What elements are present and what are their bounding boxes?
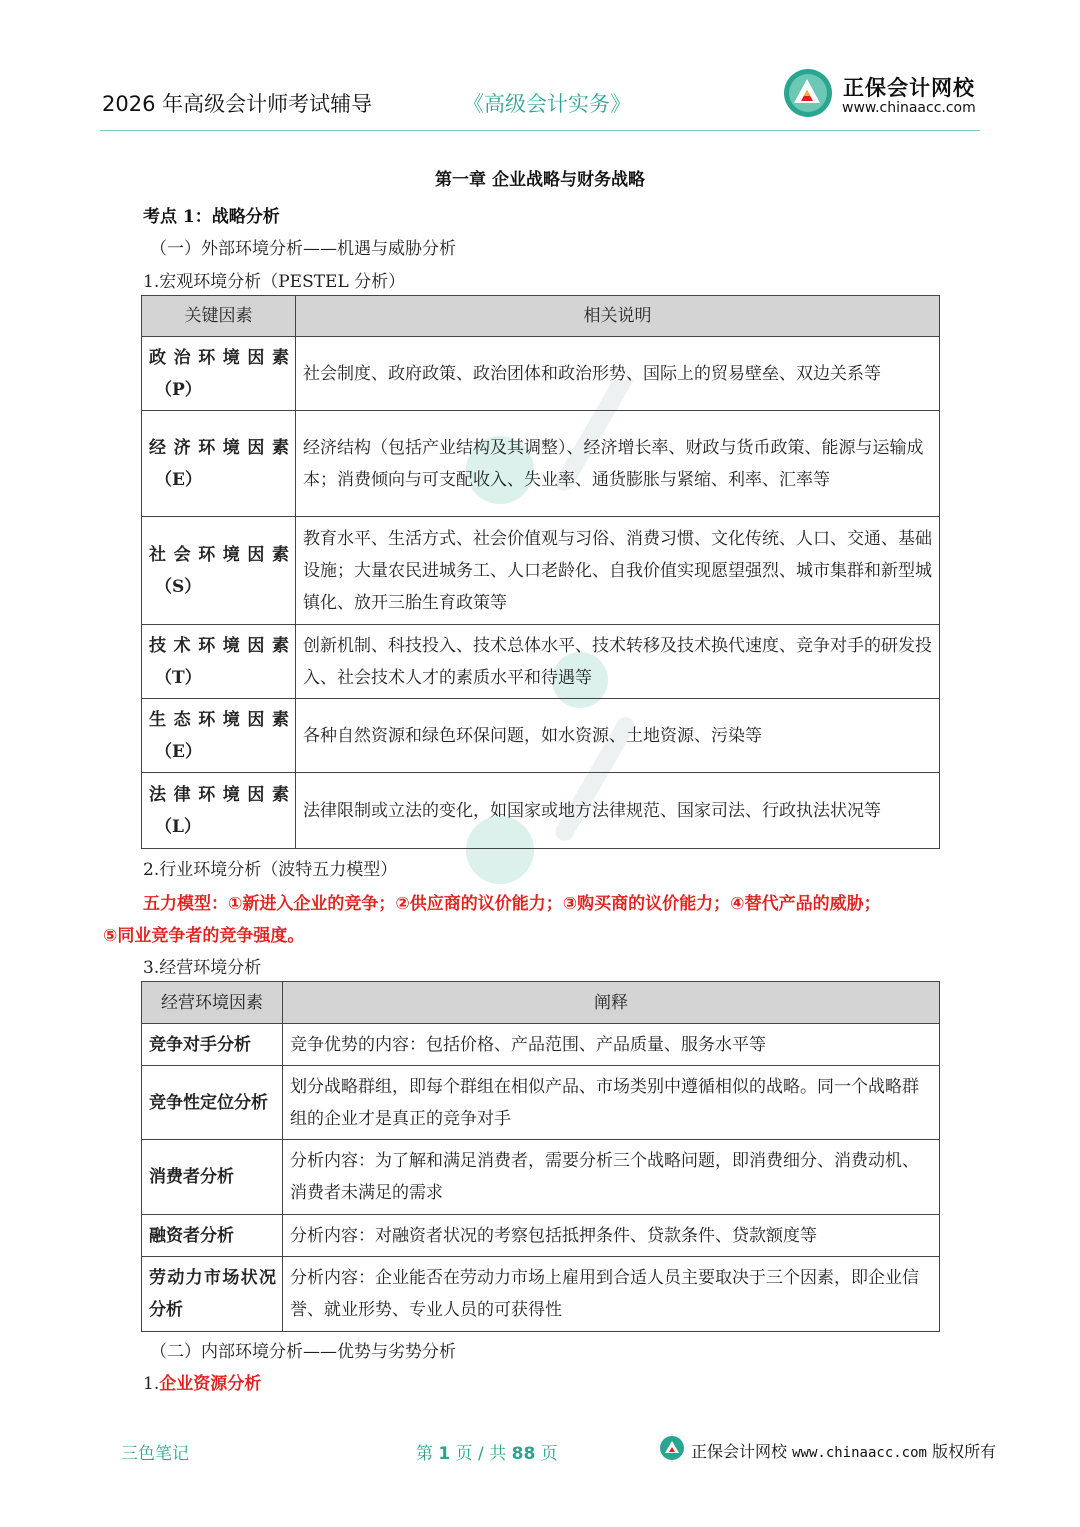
pestel-header-row [142,296,940,337]
footer-logo-icon [659,1435,685,1461]
page-mid: 页 / 共 [455,1444,507,1464]
table-row [142,1215,940,1257]
table-row [142,517,940,625]
footer-notes-label: 三色笔记 [121,1444,189,1464]
footer-copyright [691,1439,996,1462]
pestel-desc-cell: 创新机制、科技投入、技术总体水平、技术转移及技术换代速度、竞争对手的研发投入、社会技术人才的素质水平和待遇等 [296,625,940,699]
page-number: 1 [438,1444,451,1464]
pestel-desc-cell: 法律限制或立法的变化，如国家或地方法律规范、国家司法、行政执法状况等 [296,773,940,849]
factor-code: （P） [155,379,202,400]
table-row [142,1024,940,1066]
header-book-title: 《高级会计实务》 [463,92,631,116]
page-total: 88 [511,1444,536,1464]
factor-code: （T） [155,667,202,688]
operating-desc-cell: 分析内容：企业能否在劳动力市场上雇用到合适人员主要取决于三个因素，即企业信誉、就业形势、专业人员的可获得性 [283,1257,940,1332]
factor-code: （L） [155,816,201,837]
section-macro-pestel: 1.宏观环境分析（PESTEL 分析） [143,272,406,292]
pestel-factor-cell [142,517,296,625]
factor-code: （S） [155,576,202,597]
five-forces-line-1: 五力模型：①新进入企业的竞争；②供应商的议价能力；③购买商的议价能力；④替代产品的威胁； [143,894,881,914]
header-brand-name: 正保会计网校 [843,76,975,100]
pestel-desc-cell: 各种自然资源和绿色环保问题，如水资源、土地资源、污染等 [296,699,940,773]
five-forces-note [103,888,988,952]
kaodian-heading: 考点 1：战略分析 [143,207,280,227]
chapter-title: 第一章 企业战略与财务战略 [435,170,645,190]
resource-number: 1. [143,1374,160,1394]
footer-page-indicator [416,1439,558,1464]
table-row [142,1257,940,1332]
operating-desc-cell: 竞争优势的内容：包括价格、产品范围、产品质量、服务水平等 [283,1024,940,1066]
chinaacc-logo-icon [783,68,833,118]
pestel-desc-cell: 社会制度、政府政策、政治团体和政治形势、国际上的贸易壁垒、双边关系等 [296,337,940,411]
pestel-desc-cell: 经济结构（包括产业结构及其调整）、经济增长率、财政与货币政策、能源与运输成本；消费倾向与可支配收入、失业率、通货膨胀与紧缩、利率、汇率等 [296,411,940,517]
operating-desc-cell: 分析内容：对融资者状况的考察包括抵押条件、贷款条件、贷款额度等 [283,1215,940,1257]
page-prefix: 第 [416,1444,433,1464]
footer-rights: 版权所有 [932,1442,997,1461]
pestel-factor-cell [142,337,296,411]
operating-table [141,981,940,1332]
section-resource-analysis [143,1369,261,1394]
factor-name: 经济环境因素 [149,437,289,458]
header-brand-url: www.chinaacc.com [842,100,976,116]
section-industry-analysis: 2.行业环境分析（波特五力模型） [143,860,398,880]
footer-brand: 正保会计网校 [691,1442,788,1461]
pestel-header-desc: 相关说明 [296,296,940,337]
header-divider [100,130,980,131]
factor-name: 法律环境因素 [149,784,289,805]
factor-name: 生态环境因素 [149,709,289,730]
footer-url: www.chinaacc.com [792,1445,927,1461]
table-row [142,625,940,699]
operating-factor-cell: 消费者分析 [142,1140,283,1215]
pestel-factor-cell [142,773,296,849]
pestel-factor-cell [142,625,296,699]
factor-name: 政治环境因素 [149,347,289,368]
operating-desc-cell: 分析内容：为了解和满足消费者，需要分析三个战略问题，即消费细分、消费动机、消费者未满足的需求 [283,1140,940,1215]
operating-header-desc: 阐释 [283,982,940,1024]
operating-factor-cell: 劳动力市场状况分析 [142,1257,283,1332]
section-operating-analysis: 3.经营环境分析 [143,958,262,978]
page-suffix: 页 [540,1444,558,1464]
pestel-desc-cell: 教育水平、生活方式、社会价值观与习俗、消费习惯、文化传统、人口、交通、基础设施；大量农民进城务工、人口老龄化、自我价值实现愿望强烈、城市集群和新型城镇化、放开三胎生育政策等 [296,517,940,625]
operating-desc-cell: 划分战略群组，即每个群组在相似产品、市场类别中遵循相似的战略。同一个战略群组的企业才是真正的竞争对手 [283,1066,940,1140]
table-row [142,411,940,517]
operating-factor-cell: 竞争对手分析 [142,1024,283,1066]
factor-name: 技术环境因素 [149,635,289,656]
operating-header-factor: 经营环境因素 [142,982,283,1024]
section-internal-analysis: （二）内部环境分析——优势与劣势分析 [150,1342,456,1362]
pestel-factor-cell [142,699,296,773]
header-exam-title: 2026 年高级会计师考试辅导 [102,92,373,116]
operating-factor-cell: 融资者分析 [142,1215,283,1257]
operating-header-row [142,982,940,1024]
operating-factor-cell: 竞争性定位分析 [142,1066,283,1140]
table-row [142,699,940,773]
table-row [142,1140,940,1215]
factor-code: （E） [155,741,202,762]
table-row [142,1066,940,1140]
factor-code: （E） [155,469,202,490]
resource-title: 企业资源分析 [159,1374,262,1394]
pestel-table [141,295,940,849]
pestel-header-factor: 关键因素 [142,296,296,337]
table-row [142,337,940,411]
five-forces-line-2: ⑤同业竞争者的竞争强度。 [103,926,305,946]
factor-name: 社会环境因素 [149,544,289,565]
section-external-analysis: （一）外部环境分析——机遇与威胁分析 [150,239,456,259]
pestel-factor-cell [142,411,296,517]
table-row [142,773,940,849]
